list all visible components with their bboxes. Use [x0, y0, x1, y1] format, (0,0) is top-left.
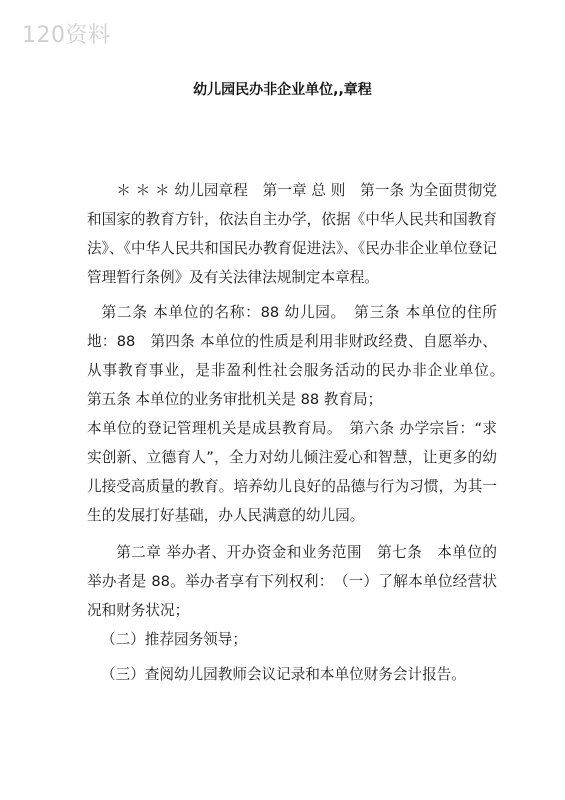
paragraph-chapter-two: 第二章 举办者、开办资金和业务范围 第七条 本单位的举办者是 88。举办者享有下列权利： （一）了解本单位经营状况和财务状况； [87, 544, 497, 619]
document-title: 幼儿园民办非企业单位,,章程 [193, 82, 372, 98]
watermark-text: 120资料 [22, 23, 111, 48]
list-item-right-two: （二）推荐园务领导； [101, 631, 247, 648]
list-item-right-three: （三）查阅幼儿园教师会议记录和本单位财务会计报告。 [101, 666, 466, 683]
paragraph-chapter-one: ＊ ＊ ＊ 幼儿园章程 第一章 总 则 第一条 为全面贯彻党和国家的教育方针，依法自主办学，依据《中华人民共和国教育法》、《中华人民共和国民办教育促进法》、《民办非企业单位登记管理暂行条例》及有关法律法规制定本章程。 [87, 182, 497, 286]
paragraph-article-six: 本单位的登记管理机关是成县教育局。 第六条 办学宗旨：“求实创新、立德育人”，全力对幼儿倾注爱心和智慧，让更多的幼儿接受高质量的教育。培养幼儿良好的品德与行为习惯，为其一生的发展打好基础，办人民满意的幼儿园。 [87, 420, 497, 524]
document-body [87, 176, 512, 689]
paragraph-articles-two-to-five: 第二条 本单位的名称：88 幼儿园。 第三条 本单位的住所地：88 第四条 本单位的性质是利用非财政经费、自愿举办、从事教育事业，是非盈利性社会服务活动的民办非企业单位。 第五条 本单位的业务审批机关是 88 教育局； [87, 304, 512, 408]
